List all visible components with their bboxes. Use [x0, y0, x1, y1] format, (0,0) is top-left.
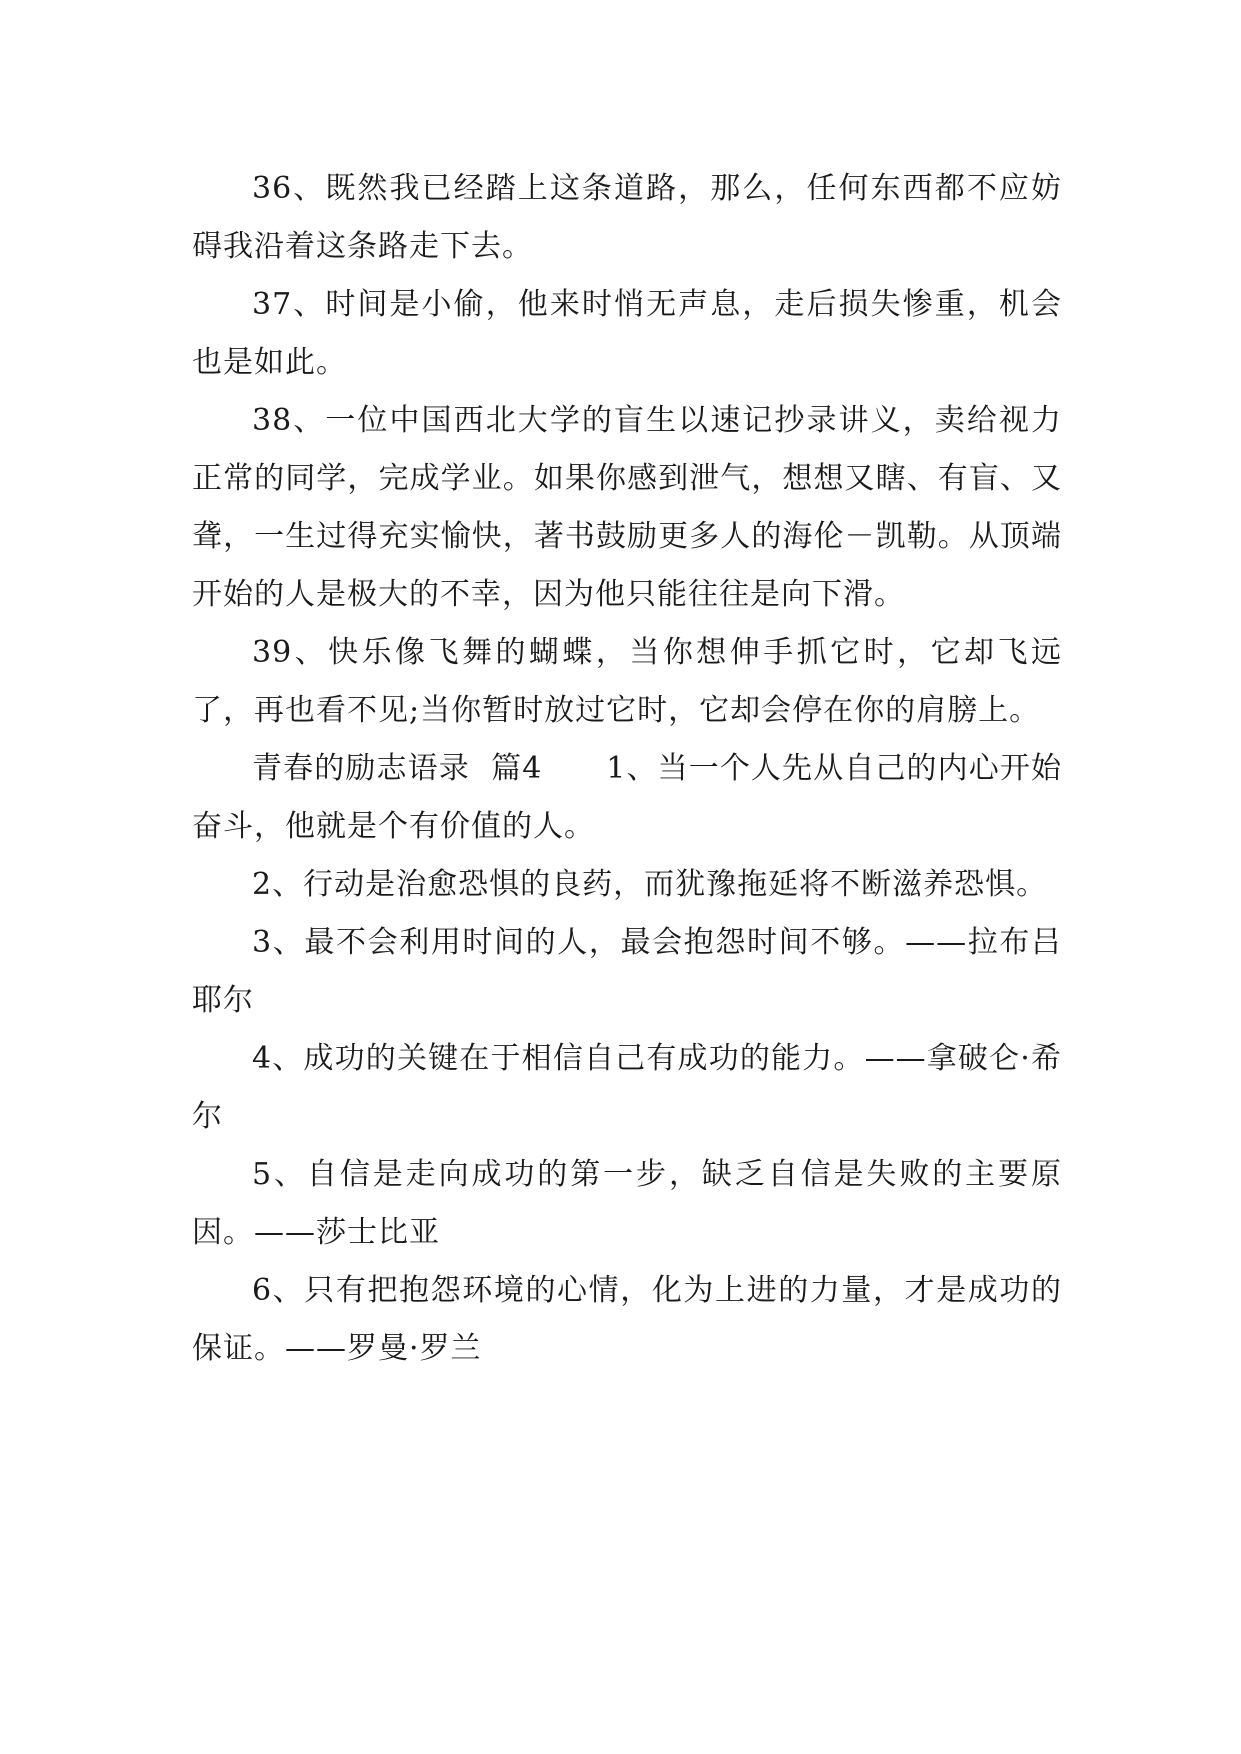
- paragraph-3: 3、最不会利用时间的人，最会抱怨时间不够。——拉布吕耶尔: [192, 925, 1062, 1018]
- paragraph-36: 36、既然我已经踏上这条道路，那么，任何东西都不应妨碍我沿着这条路走下去。: [192, 171, 1062, 264]
- section-heading-paragraph: 青春的励志语录 篇4 1、当一个人先从自己的内心开始奋斗，他就是个有价值的人。: [192, 751, 1062, 844]
- paragraph-2: 2、行动是治愈恐惧的良药，而犹豫拖延将不断滋养恐惧。: [252, 867, 1048, 902]
- paragraph-38: 38、一位中国西北大学的盲生以速记抄录讲义，卖给视力正常的同学，完成学业。如果你感到泄气，想想又瞎、有盲、又聋，一生过得充实愉快，著书鼓励更多人的海伦－凯勒。从顶端开始的人是极大的不幸，因为他只能往往是向下滑。: [192, 403, 1062, 612]
- paragraph-37: 37、时间是小偷，他来时悄无声息，走后损失惨重，机会也是如此。: [192, 287, 1062, 380]
- paragraph-5: 5、自信是走向成功的第一步，缺乏自信是失败的主要原因。——莎士比亚: [192, 1157, 1062, 1250]
- document-body: [192, 160, 1062, 1378]
- paragraph-4: 4、成功的关键在于相信自己有成功的能力。——拿破仑·希尔: [192, 1041, 1062, 1134]
- paragraph-6: 6、只有把抱怨环境的心情，化为上进的力量，才是成功的保证。——罗曼·罗兰: [192, 1273, 1062, 1366]
- paragraph-39: 39、快乐像飞舞的蝴蝶，当你想伸手抓它时，它却飞远了，再也看不见;当你暂时放过它时，它却会停在你的肩膀上。: [192, 635, 1062, 728]
